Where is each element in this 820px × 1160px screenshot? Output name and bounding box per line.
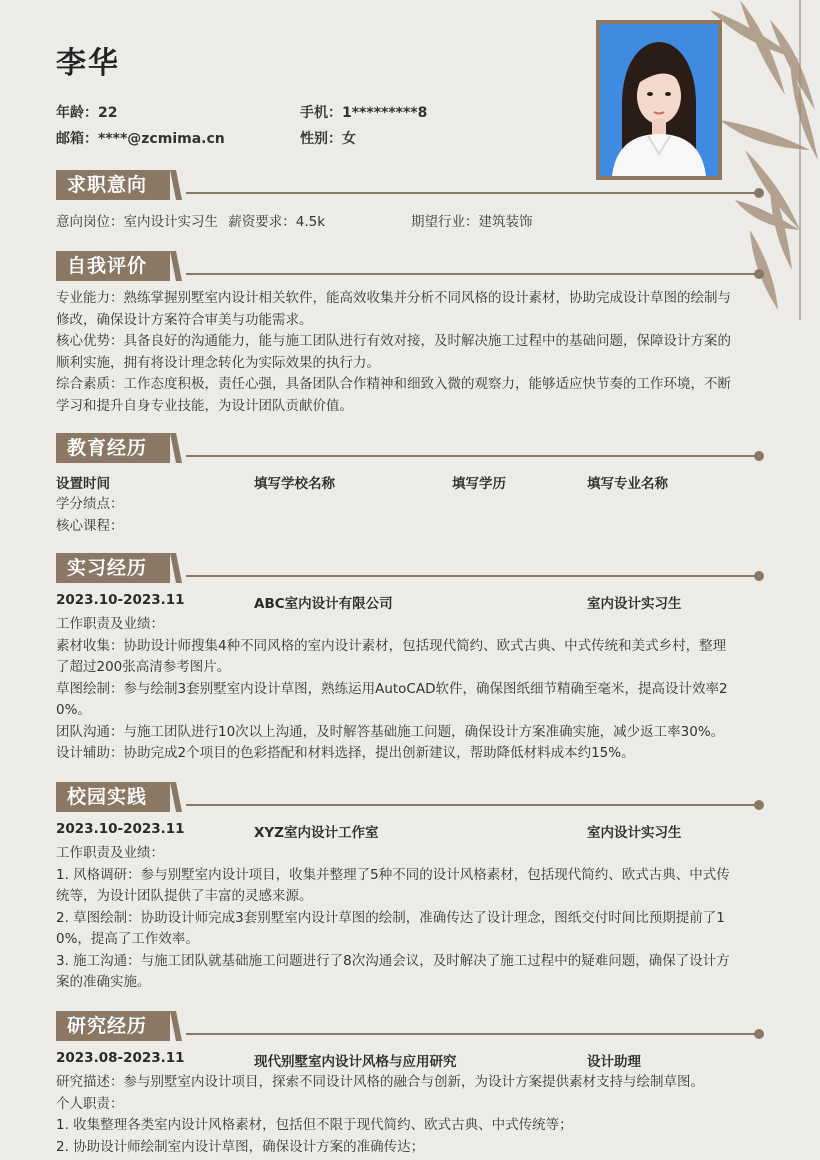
text-line: 3. 施工沟通：与施工团队就基础施工问题进行了8次沟通会议，及时解决了施工过程中的疑难问题，确保了设计方 bbox=[56, 952, 730, 969]
text-line: 团队沟通：与施工团队进行10次以上沟通，及时解答基础施工问题，确保设计方案准确实施，减少返工率30%。 bbox=[56, 723, 725, 740]
education-row bbox=[56, 472, 768, 492]
internship-details bbox=[56, 614, 768, 765]
text-line: 2. 草图绘制：协助设计师完成3套别墅室内设计草图的绘制，准确传达了设计理念，图纸交付时间比预期提前了1 bbox=[56, 909, 725, 926]
text-line: 学习和提升自身专业技能，为设计团队贡献价值。 bbox=[56, 397, 353, 414]
education-gpa: 学分绩点： bbox=[56, 496, 124, 512]
section-title-slant bbox=[170, 1011, 182, 1041]
email-field: 邮箱：****@zcmima.cn bbox=[56, 131, 225, 147]
text-line: 综合素质：工作态度积极，责任心强，具备团队合作精神和细致入微的观察力，能够适应快节奏的工作环境，不断 bbox=[56, 376, 731, 392]
research-details bbox=[56, 1072, 768, 1158]
education-time: 设置时间 bbox=[56, 476, 110, 492]
age-field: 年龄：22 bbox=[56, 105, 118, 121]
section-divider-dot bbox=[754, 269, 764, 279]
section-title: 研究经历 bbox=[56, 1011, 170, 1041]
campus-details bbox=[56, 843, 768, 994]
research-row bbox=[56, 1050, 768, 1070]
text-line: 修改，确保设计方案符合审美与功能需求。 bbox=[56, 311, 313, 328]
campus-time: 2023.10-2023.11 bbox=[56, 821, 185, 837]
text-line: 2. 协助设计师绘制室内设计草图，确保设计方案的准确传达； bbox=[56, 1138, 425, 1155]
text-line: 工作职责及业绩： bbox=[56, 845, 164, 861]
phone-field: 手机：1*********8 bbox=[300, 105, 428, 121]
research-time: 2023.08-2023.11 bbox=[56, 1050, 185, 1066]
profile-photo bbox=[596, 20, 722, 180]
section-title: 实习经历 bbox=[56, 553, 170, 583]
research-topic: 现代别墅室内设计风格与应用研究 bbox=[254, 1054, 457, 1070]
education-details bbox=[56, 494, 768, 537]
section-divider-dot bbox=[754, 571, 764, 581]
text-line: 统等，为设计团队提供了丰富的灵感来源。 bbox=[56, 888, 313, 904]
education-courses: 核心课程： bbox=[56, 517, 124, 534]
section-divider bbox=[186, 804, 758, 806]
section-divider-dot bbox=[754, 1029, 764, 1039]
section-divider-dot bbox=[754, 800, 764, 810]
section-header-campus bbox=[56, 782, 764, 814]
candidate-name: 李华 bbox=[56, 46, 120, 81]
section-divider bbox=[186, 575, 758, 577]
text-line: 0%。 bbox=[56, 702, 91, 718]
research-role: 设计助理 bbox=[587, 1054, 641, 1070]
section-divider bbox=[186, 192, 758, 194]
section-title-slant bbox=[170, 782, 182, 812]
education-degree: 填写学历 bbox=[452, 476, 506, 492]
internship-org: ABC室内设计有限公司 bbox=[254, 596, 393, 612]
section-title-slant bbox=[170, 433, 182, 463]
self-eval-text bbox=[56, 288, 768, 417]
text-line: 研究描述：参与别墅室内设计项目，探索不同设计风格的融合与创新，为设计方案提供素材支持与绘制草图。 bbox=[56, 1074, 704, 1090]
section-divider bbox=[186, 273, 758, 275]
section-divider bbox=[186, 455, 758, 457]
section-header-internship bbox=[56, 553, 764, 585]
text-line: 素材收集：协助设计师搜集4种不同风格的室内设计素材，包括现代简约、欧式古典、中式传统和美式乡村，整理 bbox=[56, 637, 727, 654]
section-title: 自我评价 bbox=[56, 251, 170, 281]
campus-org: XYZ室内设计工作室 bbox=[254, 825, 379, 841]
campus-row bbox=[56, 821, 768, 841]
text-line: 草图绘制：参与绘制3套别墅室内设计草图，熟练运用AutoCAD软件，确保图纸细节精确至毫米，提高设计效率2 bbox=[56, 680, 728, 697]
education-major: 填写专业名称 bbox=[587, 476, 668, 492]
intent-row bbox=[56, 212, 768, 234]
section-title-slant bbox=[170, 251, 182, 281]
section-divider-dot bbox=[754, 188, 764, 198]
intent-salary: 薪资要求：4.5k bbox=[228, 214, 326, 230]
text-line: 设计辅助：协助完成2个项目的色彩搭配和材料选择，提出创新建议，帮助降低材料成本约15%。 bbox=[56, 745, 635, 761]
section-title: 求职意向 bbox=[56, 170, 170, 200]
section-title-slant bbox=[170, 170, 182, 200]
section-title: 校园实践 bbox=[56, 782, 170, 812]
text-line: 1. 风格调研：参与别墅室内设计项目，收集并整理了5种不同的设计风格素材，包括现代简约、欧式古典、中式传 bbox=[56, 866, 730, 883]
section-header-education bbox=[56, 433, 764, 465]
text-line: 顺利实施，拥有将设计理念转化为实际效果的执行力。 bbox=[56, 354, 380, 371]
internship-role: 室内设计实习生 bbox=[587, 596, 682, 612]
text-line: 0%，提高了工作效率。 bbox=[56, 931, 199, 947]
section-title-slant bbox=[170, 553, 182, 583]
portrait-illustration bbox=[600, 24, 718, 176]
text-line: 案的准确实施。 bbox=[56, 974, 151, 990]
text-line: 专业能力：熟练掌握别墅室内设计相关软件，能高效收集并分析不同风格的设计素材，协助完成设计草图的绘制与 bbox=[56, 290, 731, 306]
education-school: 填写学校名称 bbox=[254, 476, 335, 492]
internship-row bbox=[56, 592, 768, 612]
campus-role: 室内设计实习生 bbox=[587, 825, 682, 841]
section-divider bbox=[186, 1033, 758, 1035]
text-line: 核心优势：具备良好的沟通能力，能与施工团队进行有效对接，及时解决施工过程中的基础问题，保障设计方案的 bbox=[56, 333, 731, 349]
gender-field: 性别：女 bbox=[300, 131, 356, 147]
intent-industry: 期望行业：建筑装饰 bbox=[411, 214, 533, 230]
text-line: 1. 收集整理各类室内设计风格素材，包括但不限于现代简约、欧式古典、中式传统等； bbox=[56, 1117, 573, 1133]
text-line: 了超过200张高清参考图片。 bbox=[56, 659, 231, 675]
section-title: 教育经历 bbox=[56, 433, 170, 463]
section-divider-dot bbox=[754, 451, 764, 461]
section-header-research bbox=[56, 1011, 764, 1043]
section-header-self-eval bbox=[56, 251, 764, 283]
text-line: 工作职责及业绩： bbox=[56, 616, 164, 632]
text-line: 个人职责： bbox=[56, 1095, 124, 1112]
intent-position: 意向岗位：室内设计实习生 bbox=[56, 214, 218, 230]
section-header-intent bbox=[56, 170, 764, 202]
internship-time: 2023.10-2023.11 bbox=[56, 592, 185, 608]
